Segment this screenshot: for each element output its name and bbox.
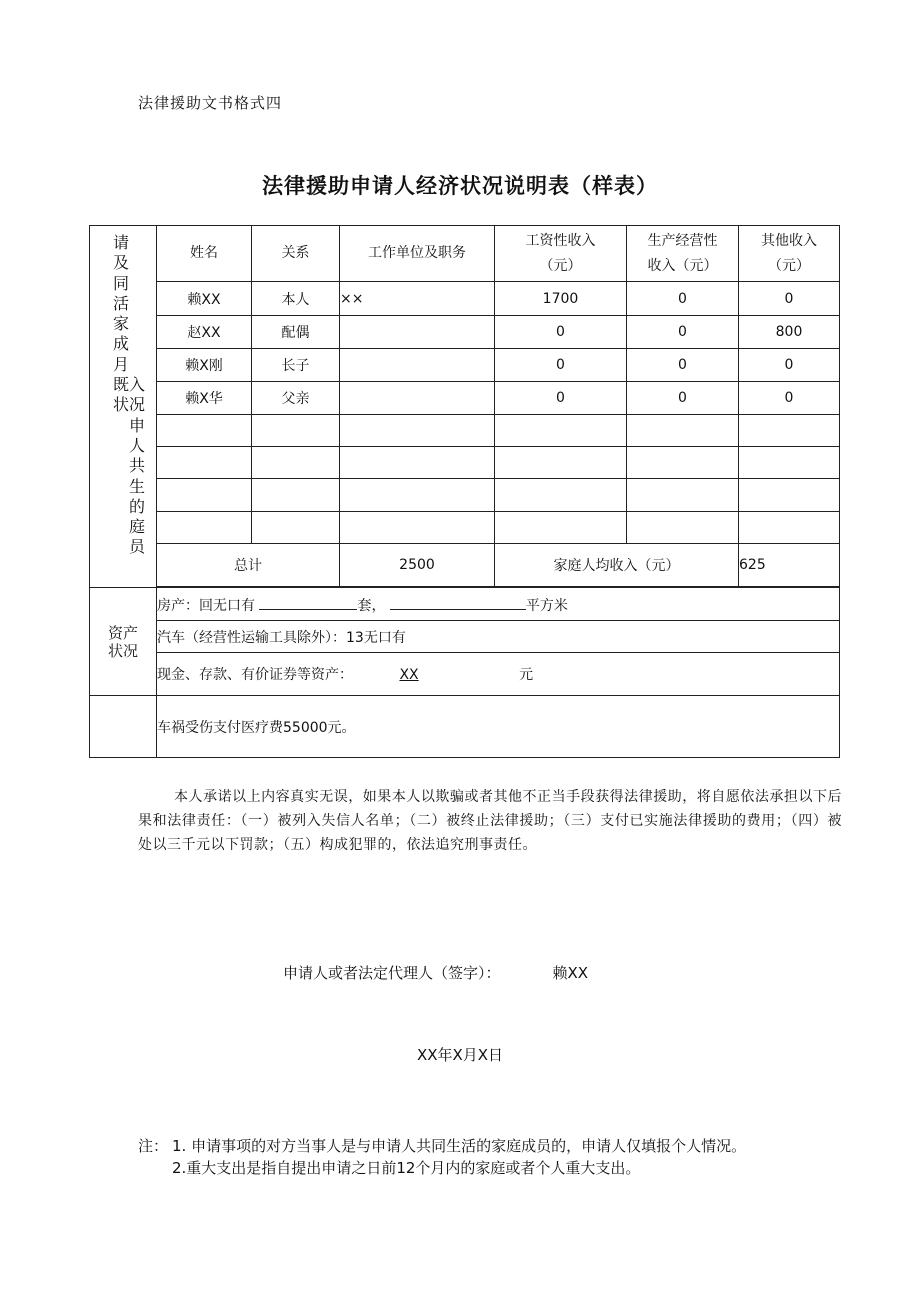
asset-section-label	[90, 588, 157, 696]
header-wage-line1: 工资性收入	[525, 232, 596, 249]
header-name: 姓名	[157, 226, 252, 282]
signature-line	[283, 962, 588, 983]
empty-cell	[627, 415, 739, 447]
total-label: 总计	[157, 544, 340, 587]
member-business: 0	[627, 349, 739, 382]
totals-row	[90, 544, 840, 587]
signature-label: 申请人或者法定代理人（签字）：	[283, 964, 501, 982]
header-wage-line2: （元）	[539, 257, 582, 274]
family-label-char: 生	[128, 476, 145, 496]
empty-cell	[340, 415, 495, 447]
family-label-char: 入	[128, 375, 145, 395]
total-value: 2500	[340, 544, 495, 587]
header-business	[627, 226, 739, 282]
header-business-line1: 生产经营性	[647, 232, 718, 249]
table-row	[90, 349, 840, 382]
cash-prefix: 现金、存款、有价证券等资产：	[157, 667, 353, 683]
house-prefix: 房产：回无口有	[157, 597, 255, 614]
house-count-blank	[259, 594, 357, 610]
cash-unit: 元	[519, 667, 534, 683]
family-label-char: 既	[112, 375, 129, 395]
member-work	[340, 382, 495, 415]
empty-cell	[627, 479, 739, 512]
member-relation: 父亲	[252, 382, 340, 415]
family-label-char: 状	[112, 395, 129, 415]
date-line: XX年X月X日	[416, 1046, 504, 1064]
member-wage: 0	[495, 349, 627, 382]
asset-row-car	[90, 621, 840, 653]
family-label-char	[128, 334, 146, 354]
empty-row	[90, 512, 840, 544]
signature-name: 赖XX	[552, 964, 589, 982]
family-label-char: 人	[128, 435, 145, 455]
house-field	[157, 588, 840, 621]
header-other-line1: 其他收入	[761, 232, 817, 249]
note-text-2: 2.重大支出是指自提出申请之日前12个月内的家庭或者个人重大支出。	[172, 1159, 641, 1177]
empty-cell	[252, 415, 340, 447]
header-work: 工作单位及职务	[340, 226, 495, 282]
family-label-char: 员	[128, 537, 145, 557]
member-business: 0	[627, 316, 739, 349]
car-field: 汽车（经营性运输工具除外）：13无口有	[157, 621, 840, 653]
empty-cell	[627, 512, 739, 544]
family-label-char: 请	[112, 233, 129, 252]
asset-label-line2: 状况	[107, 641, 138, 660]
empty-cell	[495, 512, 627, 544]
member-work	[340, 349, 495, 382]
header-relation: 关系	[252, 226, 340, 282]
economic-status-table	[89, 225, 840, 758]
document-title: 法律援助申请人经济状况说明表（样表）	[262, 174, 658, 198]
family-label-char	[128, 355, 146, 375]
family-label-char: 况	[128, 395, 145, 415]
header-business-line2: 收入（元）	[647, 257, 718, 274]
house-unit-area: 平方米	[525, 597, 568, 614]
asset-row-cash	[90, 653, 840, 696]
table-row	[90, 382, 840, 415]
note-item-2	[138, 1157, 848, 1179]
member-other: 0	[739, 382, 840, 415]
empty-cell	[627, 447, 739, 479]
family-label-char	[128, 274, 146, 294]
empty-cell	[739, 512, 840, 544]
empty-cell	[157, 447, 252, 479]
family-label-char	[128, 314, 146, 334]
member-name: 赖X刚	[157, 349, 252, 382]
header-other	[739, 226, 840, 282]
member-relation: 本人	[252, 282, 340, 316]
asset-label-line1: 资产	[107, 623, 138, 642]
family-label-char: 成	[112, 334, 129, 354]
pledge-paragraph: 本人承诺以上内容真实无误，如果本人以欺骗或者其他不正当手段获得法律援助，将自愿依法承担以下后果和法律责任：（一）被列入失信人名单；（二）被终止法律援助；（三）支付已实施法律援助的费用；（四）被处以三千元以下罚款；（五）构成犯罪的，依法追究刑事责任。	[138, 789, 842, 853]
member-wage: 1700	[495, 282, 627, 316]
expense-field: 车祸受伤支付医疗费55000元。	[157, 696, 840, 758]
cash-field	[157, 653, 840, 696]
family-label-char: 共	[128, 456, 145, 476]
member-name: 赵XX	[157, 316, 252, 349]
member-wage: 0	[495, 316, 627, 349]
asset-row-house	[90, 588, 840, 621]
empty-cell	[495, 447, 627, 479]
empty-cell	[495, 479, 627, 512]
family-label-char: 月	[112, 354, 129, 374]
average-income-value: 625	[739, 544, 840, 587]
notes	[138, 1135, 848, 1179]
note-lead: 注：	[138, 1137, 169, 1155]
empty-row	[90, 479, 840, 512]
empty-cell	[495, 415, 627, 447]
member-relation: 长子	[252, 349, 340, 382]
empty-cell	[252, 512, 340, 544]
family-label-column-2	[128, 233, 146, 558]
family-label-char: 同	[112, 273, 129, 293]
house-area-blank	[390, 594, 526, 610]
expense-row	[90, 696, 840, 758]
header-wage	[495, 226, 627, 282]
family-section-label	[90, 226, 157, 588]
family-label-char	[128, 253, 146, 273]
member-other: 0	[739, 349, 840, 382]
note-item-1	[138, 1135, 848, 1157]
family-label-char: 的	[128, 496, 145, 516]
empty-cell	[252, 479, 340, 512]
member-name: 赖X华	[157, 382, 252, 415]
family-label-char: 活	[112, 293, 129, 313]
empty-cell	[340, 512, 495, 544]
house-unit-sets: 套，	[357, 597, 386, 614]
document-format-label: 法律援助文书格式四	[138, 94, 283, 112]
empty-row	[90, 415, 840, 447]
member-business: 0	[627, 382, 739, 415]
empty-cell	[252, 447, 340, 479]
member-relation: 配偶	[252, 316, 340, 349]
member-work	[340, 316, 495, 349]
empty-cell	[340, 479, 495, 512]
expense-label-cell	[90, 696, 157, 758]
header-other-line2: （元）	[768, 257, 810, 274]
member-wage: 0	[495, 382, 627, 415]
cash-value: XX	[399, 667, 419, 683]
average-income-label: 家庭人均收入（元）	[495, 544, 739, 587]
table-row	[90, 282, 840, 316]
member-name: 赖XX	[157, 282, 252, 316]
empty-cell	[157, 479, 252, 512]
empty-row	[90, 447, 840, 479]
empty-cell	[739, 447, 840, 479]
family-label-char: 家	[112, 314, 129, 334]
member-work: ××	[340, 282, 495, 316]
empty-cell	[157, 415, 252, 447]
member-other: 0	[739, 282, 840, 316]
empty-cell	[739, 479, 840, 512]
family-label-char	[128, 233, 146, 253]
empty-cell	[157, 512, 252, 544]
family-label-char	[128, 294, 146, 314]
table-row	[90, 316, 840, 349]
empty-cell	[739, 415, 840, 447]
family-label-char: 申	[128, 415, 145, 435]
family-label-char: 庭	[128, 517, 145, 537]
member-other: 800	[739, 316, 840, 349]
member-business: 0	[627, 282, 739, 316]
note-text-1: 1. 申请事项的对方当事人是与申请人共同生活的家庭成员的，申请人仅填报个人情况。	[172, 1137, 747, 1155]
empty-cell	[340, 447, 495, 479]
family-label-char: 及	[112, 253, 129, 273]
header-row	[90, 226, 840, 282]
